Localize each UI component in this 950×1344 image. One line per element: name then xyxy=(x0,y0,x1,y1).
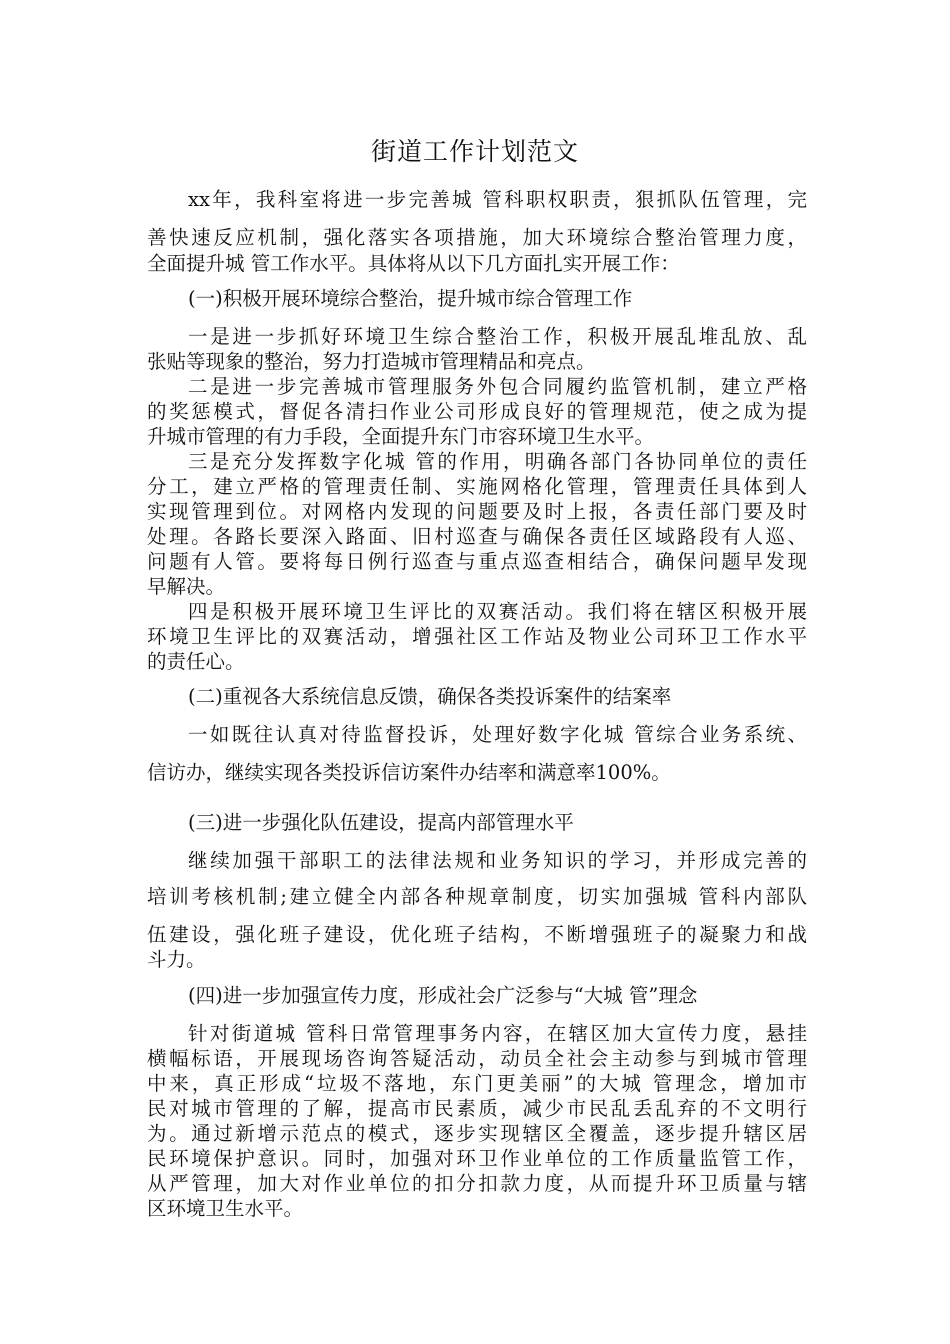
paragraph-line: 培训考核机制;建立健全内部各种规章制度，切实加强城 管科内部队 xyxy=(147,885,807,908)
paragraph-line: 民对城市管理的了解，提高市民素质，减少市民乱丢乱弃的不文明行 xyxy=(147,1097,807,1120)
paragraph-line: 处理。各路长要深入路面、旧村巡查与确保各责任区域路段有人巡、 xyxy=(147,525,807,548)
paragraph-line: 三是充分发挥数字化城 管的作用，明确各部门各协同单位的责任 xyxy=(188,450,807,473)
section-heading-1: (一)积极开展环境综合整治，提升城市综合管理工作 xyxy=(188,287,633,310)
document-title: 街道工作计划范文 xyxy=(370,137,579,166)
paragraph-line: 斗力。 xyxy=(147,948,206,971)
intro-line-2: 善快速反应机制，强化落实各项措施，加大环境综合整治管理力度， xyxy=(147,226,807,249)
paragraph-line: 四是积极开展环境卫生评比的双赛活动。我们将在辖区积极开展 xyxy=(188,600,807,623)
paragraph-line: 区环境卫生水平。 xyxy=(147,1197,304,1220)
paragraph-line: 实现管理到位。对网格内发现的问题要及时上报，各责任部门要及时 xyxy=(147,500,807,523)
paragraph-line: 的奖惩模式，督促各清扫作业公司形成良好的管理规范，使之成为提 xyxy=(147,400,807,423)
paragraph-line: 问题有人管。要将每日例行巡查与重点巡查相结合，确保问题早发现 xyxy=(147,550,807,573)
paragraph-line: 民环境保护意识。同时，加强对环卫作业单位的工作质量监管工作， xyxy=(147,1147,807,1170)
paragraph-line: 一是进一步抓好环境卫生综合整治工作，积极开展乱堆乱放、乱 xyxy=(188,325,807,348)
paragraph-line: 张贴等现象的整治，努力打造城市管理精品和亮点。 xyxy=(147,350,596,373)
paragraph-line: 针对街道城 管科日常管理事务内容，在辖区加大宣传力度，悬挂 xyxy=(188,1022,807,1045)
section-heading-4: (四)进一步加强宣传力度，形成社会广泛参与“大城 管”理念 xyxy=(188,984,698,1007)
paragraph-line: 升城市管理的有力手段，全面提升东门市容环境卫生水平。 xyxy=(147,425,655,448)
paragraph-line: 横幅标语，开展现场咨询答疑活动，动员全社会主动参与到城市管理 xyxy=(147,1047,807,1070)
intro-line-1: xx年，我科室将进一步完善城 管科职权职责，狠抓队伍管理，完 xyxy=(188,188,807,211)
paragraph-line: 的责任心。 xyxy=(147,650,245,673)
paragraph-line: 伍建设，强化班子建设，优化班子结构，不断增强班子的凝聚力和战 xyxy=(147,923,807,946)
paragraph-line: 分工，建立严格的管理责任制、实施网格化管理，管理责任具体到人 xyxy=(147,475,807,498)
paragraph-line: 从严管理，加大对作业单位的扣分扣款力度，从而提升环卫质量与辖 xyxy=(147,1172,807,1195)
paragraph-line: 一如既往认真对待监督投诉，处理好数字化城 管综合业务系统、 xyxy=(188,723,807,746)
paragraph-line: 中来，真正形成“垃圾不落地，东门更美丽”的大城 管理念，增加市 xyxy=(147,1072,807,1095)
paragraph-line: 早解决。 xyxy=(147,575,226,598)
paragraph-line: 环境卫生评比的双赛活动，增强社区工作站及物业公司环卫工作水平 xyxy=(147,625,807,648)
section-heading-2: (二)重视各大系统信息反馈，确保各类投诉案件的结案率 xyxy=(188,685,672,708)
section-heading-3: (三)进一步强化队伍建设，提高内部管理水平 xyxy=(188,811,574,834)
intro-line-3: 全面提升城 管工作水平。具体将从以下几方面扎实开展工作： xyxy=(147,252,680,275)
paragraph-line: 信访办，继续实现各类投诉信访案件办结率和满意率100%。 xyxy=(147,761,671,784)
paragraph-line: 为。通过新增示范点的模式，逐步实现辖区全覆盖，逐步提升辖区居 xyxy=(147,1122,807,1145)
paragraph-line: 二是进一步完善城市管理服务外包合同履约监管机制，建立严格 xyxy=(188,375,807,398)
paragraph-line: 继续加强干部职工的法律法规和业务知识的学习，并形成完善的 xyxy=(188,849,807,872)
